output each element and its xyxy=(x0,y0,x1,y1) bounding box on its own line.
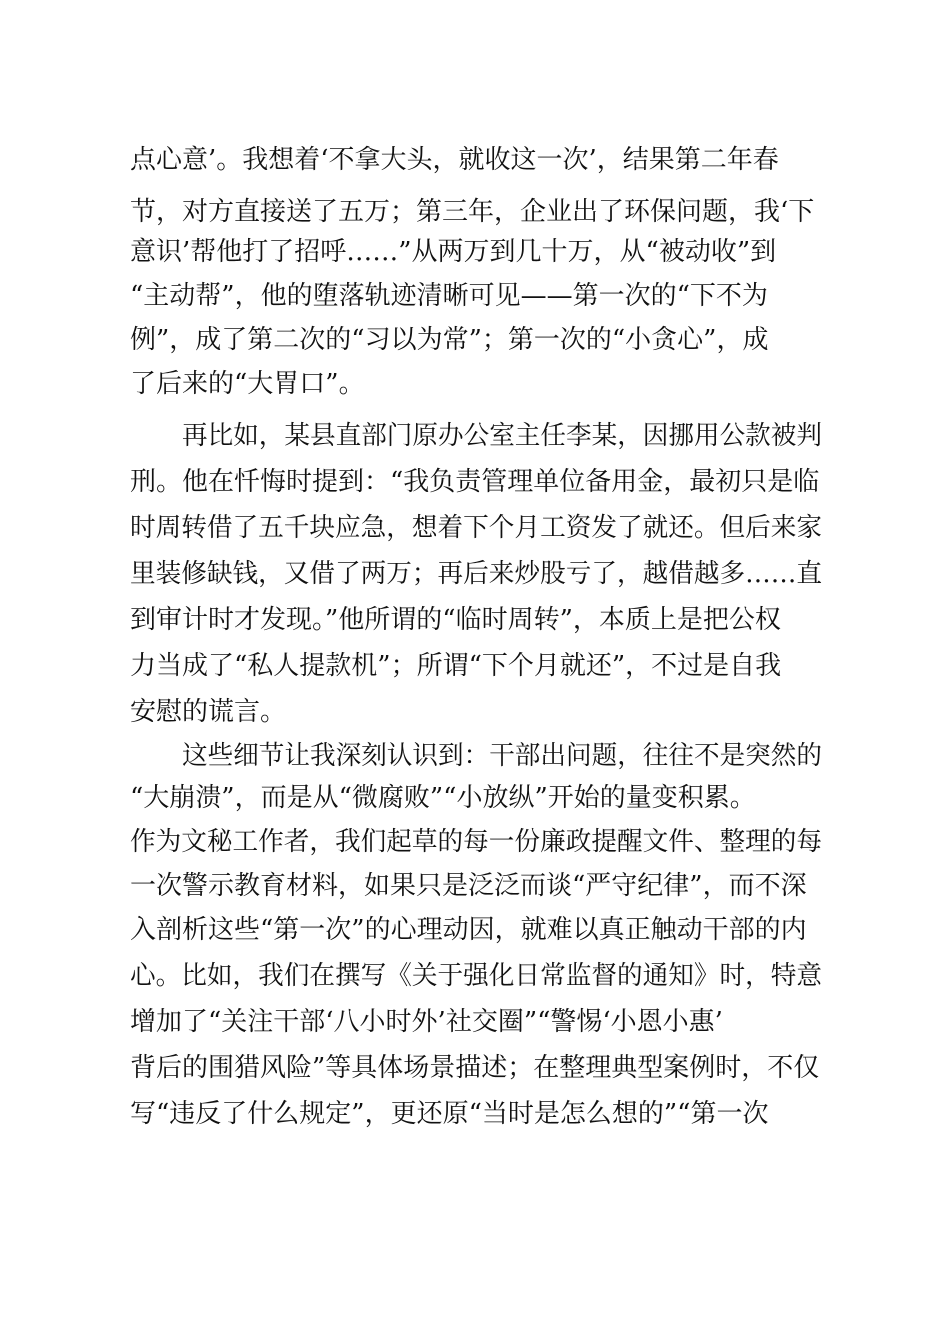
paragraph-3-line xyxy=(0,1094,950,1134)
paragraph-2-line xyxy=(0,416,950,456)
paragraph-2-line xyxy=(0,508,950,548)
line-text: 了后来的“大胃口”。 xyxy=(130,369,365,399)
paragraph-1-line xyxy=(0,232,950,272)
paragraph-1-line xyxy=(0,276,950,316)
line-text: 心。比如，我们在撰写《关于强化日常监督的通知》时，特意 xyxy=(130,961,822,991)
line-text: 这些细节让我深刻认识到：干部出问题，往往不是突然的 xyxy=(182,741,822,771)
paragraph-3-line xyxy=(0,910,950,950)
paragraph-2-line xyxy=(0,600,950,640)
paragraph-3-line xyxy=(0,822,950,862)
line-text: 背后的围猎风险”等具体场景描述；在整理典型案例时，不仅 xyxy=(130,1053,820,1083)
line-text: 安慰的谎言。 xyxy=(130,697,287,727)
paragraph-1-line xyxy=(0,320,950,360)
paragraph-3-line xyxy=(0,1002,950,1042)
paragraph-3-line xyxy=(0,866,950,906)
line-text: 一次警示教育材料，如果只是泛泛而谈“严守纪律”，而不深 xyxy=(130,871,807,901)
paragraph-1-line xyxy=(0,364,950,404)
line-text: 增加了“关注干部‘八小时外’社交圈”“警惕‘小恩小惠’ xyxy=(130,1007,723,1037)
paragraph-3-line xyxy=(0,778,950,818)
line-text: 到审计时才发现。”他所谓的“临时周转”，本质上是把公权 xyxy=(130,605,781,635)
line-text: 力当成了“私人提款机”；所谓“下个月就还”，不过是自我 xyxy=(130,651,782,681)
paragraph-2-line xyxy=(0,646,950,686)
line-text: 写“违反了什么规定”，更还原“当时是怎么想的”“第一次 xyxy=(130,1099,769,1129)
paragraph-3-line xyxy=(0,956,950,996)
paragraph-3-line xyxy=(0,1048,950,1088)
paragraph-2-line xyxy=(0,554,950,594)
line-text: 时周转借了五千块应急，想着下个月工资发了就还。但后来家 xyxy=(130,513,822,543)
line-text: 再比如，某县直部门原办公室主任李某，因挪用公款被判 xyxy=(182,421,822,451)
paragraph-3-line xyxy=(0,736,950,776)
line-text: 里装修缺钱，又借了两万；再后来炒股亏了，越借越多……直 xyxy=(130,559,822,589)
paragraph-1-line xyxy=(0,140,950,180)
line-text: 意识’帮他打了招呼……”从两万到几十万，从“被动收”到 xyxy=(130,237,777,267)
line-text: 节，对方直接送了五万；第三年，企业出了环保问题，我‘下 xyxy=(130,197,815,227)
line-text: 点心意’。我想着‘不拿大头，就收这一次’，结果第二年春 xyxy=(130,145,779,175)
line-text: 例”，成了第二次的“习以为常”；第一次的“小贪心”，成 xyxy=(130,325,769,355)
line-text: “主动帮”，他的堕落轨迹清晰可见——第一次的“下不为 xyxy=(130,281,768,311)
line-text: 刑。他在忏悔时提到：“我负责管理单位备用金，最初只是临 xyxy=(130,467,820,497)
paragraph-2-line xyxy=(0,692,950,732)
paragraph-2-line xyxy=(0,462,950,502)
paragraph-1-line xyxy=(0,192,950,232)
line-text: 入剖析这些“第一次”的心理动因，就难以真正触动干部的内 xyxy=(130,915,807,945)
line-text: 作为文秘工作者，我们起草的每一份廉政提醒文件、整理的每 xyxy=(130,827,822,857)
line-text: “大崩溃”，而是从“微腐败”“小放纵”开始的量变积累。 xyxy=(130,783,756,813)
